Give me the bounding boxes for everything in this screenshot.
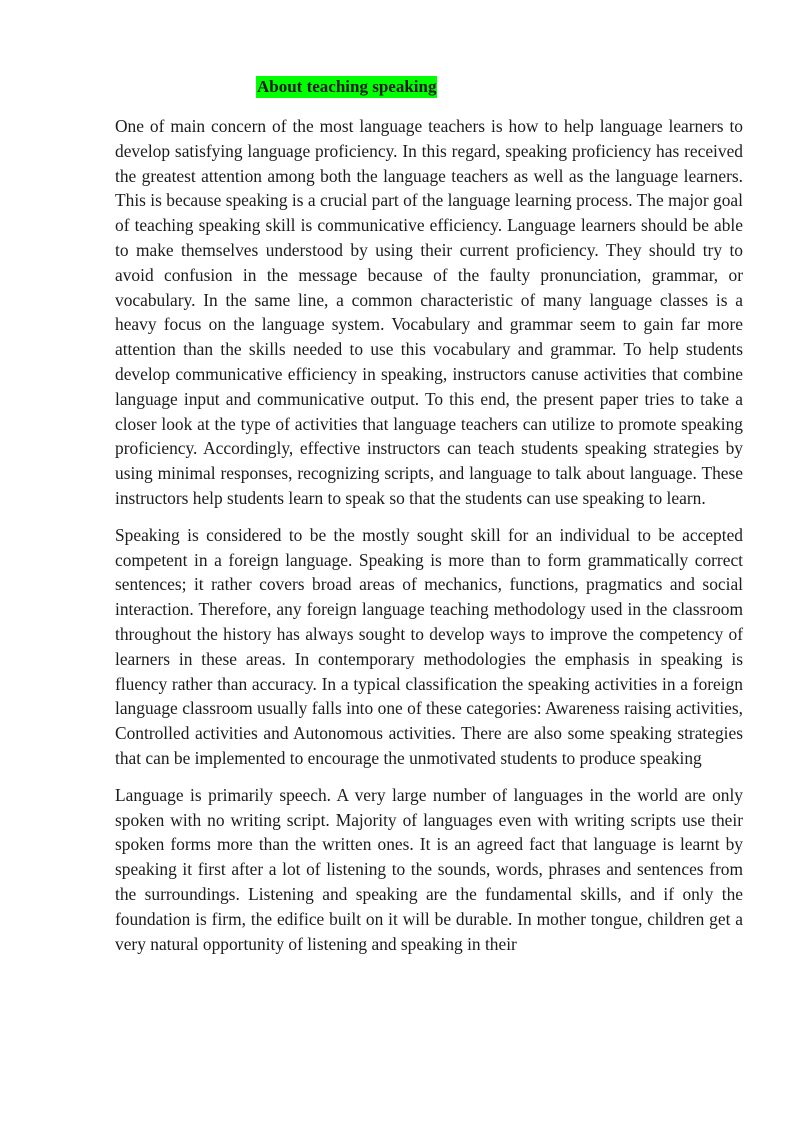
paragraph: One of main concern of the most language teachers is how to help language learners to develop satisfying language proficiency. In this regard, speaking proficiency has received the greatest attention among both the language teachers as well as the language learners. This is because speaking is a crucial part of the language learning process. The major goal of teaching speaking skill is communicative efficiency. Language learners should be able to make themselves understood by using their current proficiency. They should try to avoid confusion in the message because of the faulty pronunciation, grammar, or vocabulary. In the same line, a common characteristic of many language classes is a heavy focus on the language system. Vocabulary and grammar seem to gain far more attention than the skills needed to use this vocabulary and grammar. To help students develop communicative efficiency in speaking, instructors canuse activities that combine language input and communicative output. To this end, the present paper tries to take a closer look at the type of activities that language teachers can utilize to promote speaking proficiency. Accordingly, effective instructors can teach students speaking strategies by using minimal responses, recognizing scripts, and language to talk about language. These instructors help students learn to speak so that the students can use speaking to learn. xyxy=(115,116,743,508)
paragraph: Language is primarily speech. A very large number of languages in the world are only spoken with no writing script. Majority of languages even with writing scripts use their spoken forms more than the written ones. It is an agreed fact that language is learnt by speaking it first after a lot of listening to the sounds, words, phrases and sentences from the surroundings. Listening and speaking are the fundamental skills, and if only the foundation is firm, the edifice built on it will be durable. In mother tongue, children get a very natural opportunity of listening and speaking in their xyxy=(115,784,743,954)
paragraph: Speaking is considered to be the mostly sought skill for an individual to be accepted competent in a foreign language. Speaking is more than to form grammatically correct sentences; it rather covers broad areas of mechanics, functions, pragmatics and social interaction. Therefore, any foreign language teaching methodology used in the classroom throughout the history has always sought to develop ways to improve the competency of learners in these areas. In contemporary methodologies the emphasis in speaking is fluency rather than accuracy. In a typical classification the speaking activities in a foreign language classroom usually falls into one of these categories: Awareness raising activities, Controlled activities and Autonomous activities. There are also some speaking strategies that can be implemented to encourage the unmotivated students to produce speaking xyxy=(115,524,743,768)
document-body xyxy=(115,114,743,968)
document-heading: About teaching speaking xyxy=(257,77,437,96)
